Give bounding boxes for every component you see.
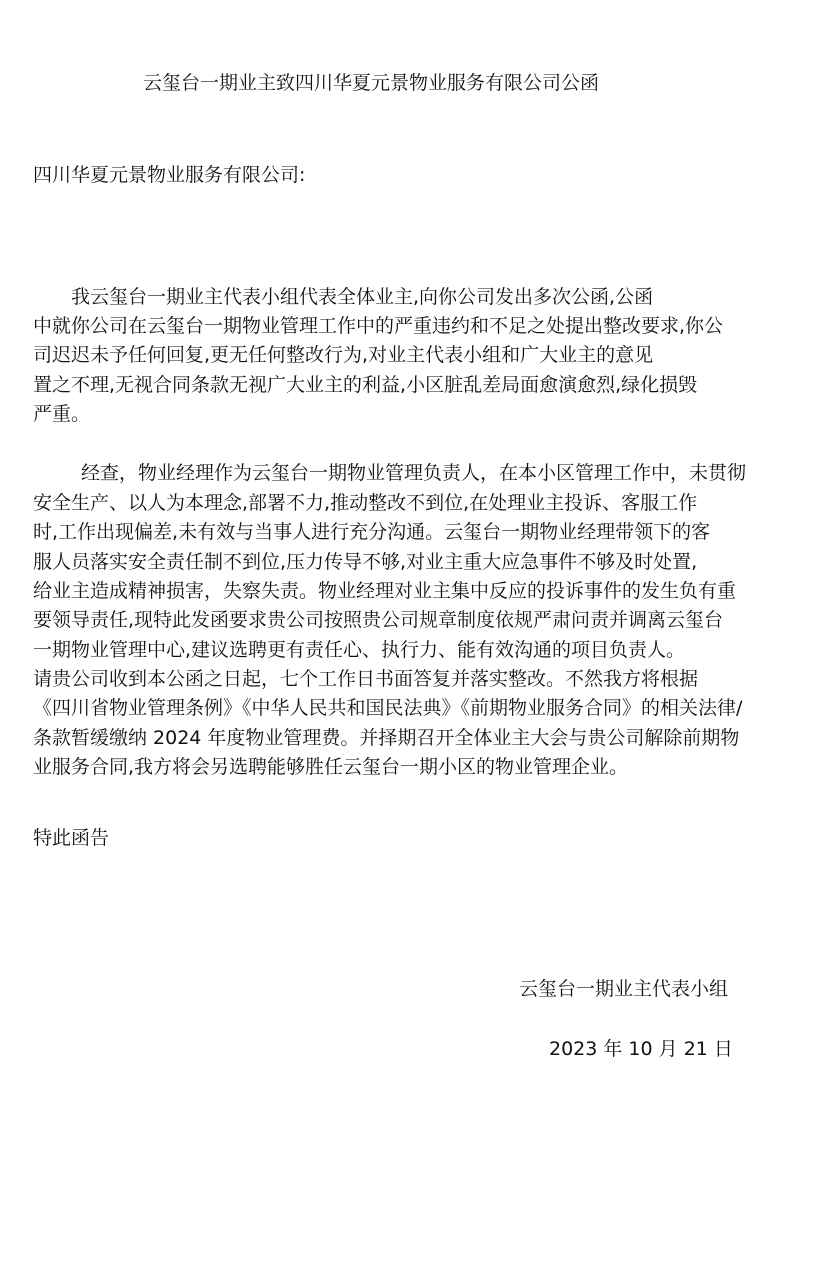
paragraph-2-line: 安全生产、以人为本理念,部署不力,推动整改不到位,在处理业主投诉、客服工作 (33, 492, 698, 514)
paragraph-2-line: 要领导责任,现特此发函要求贵公司按照贵公司规章制度依规严肃问责并调离云玺台 (33, 609, 724, 631)
paragraph-1-line: 中就你公司在云玺台一期物业管理工作中的严重违约和不足之处提出整改要求,你公 (33, 315, 724, 337)
paragraph-2-line: 一期物业管理中心,建议选聘更有责任心、执行力、能有效沟通的项目负责人。 (33, 639, 686, 661)
paragraph-1-line: 置之不理,无视合同条款无视广大业主的利益,小区脏乱差局面愈演愈烈,绿化损毁 (33, 374, 698, 396)
paragraph-1-line: 我云玺台一期业主代表小组代表全体业主,向你公司发出多次公函,公函 (71, 286, 654, 308)
paragraph-2-line: 给业主造成精神损害，失察失责。物业经理对业主集中反应的投诉事件的发生负有重 (33, 580, 737, 602)
letter-signature: 云玺台一期业主代表小组 (519, 978, 729, 1000)
paragraph-2-line: 时,工作出现偏差,未有效与当事人进行充分沟通。云玺台一期物业经理带领下的客 (33, 521, 711, 543)
paragraph-2-line: 服人员落实安全责任制不到位,压力传导不够,对业主重大应急事件不够及时处置, (33, 551, 698, 573)
letter-date: 2023 年 10 月 21 日 (549, 1038, 733, 1060)
letter-title: 云玺台一期业主致四川华夏元景物业服务有限公司公函 (143, 72, 600, 94)
paragraph-2-line: 《四川省物业管理条例》《中华人民共和国民法典》《前期物业服务合同》的相关法律/ (33, 697, 743, 719)
paragraph-1-line: 严重。 (33, 403, 91, 425)
paragraph-2-line: 请贵公司收到本公函之日起，七个工作日书面答复并落实整改。不然我方将根据 (33, 668, 699, 690)
paragraph-2-line: 经查，物业经理作为云玺台一期物业管理负责人，在本小区管理工作中，未贯彻 (81, 462, 747, 484)
letter-salutation: 四川华夏元景物业服务有限公司: (33, 164, 306, 186)
paragraph-2-line: 业服务合同,我方将会另选聘能够胜任云玺台一期小区的物业管理企业。 (33, 756, 629, 778)
paragraph-2-line: 条款暂缓缴纳 2024 年度物业管理费。并择期召开全体业主大会与贵公司解除前期物 (33, 727, 740, 749)
letter-closing: 特此函告 (33, 827, 110, 849)
paragraph-1-line: 司迟迟未予任何回复,更无任何整改行为,对业主代表小组和广大业主的意见 (33, 344, 654, 366)
